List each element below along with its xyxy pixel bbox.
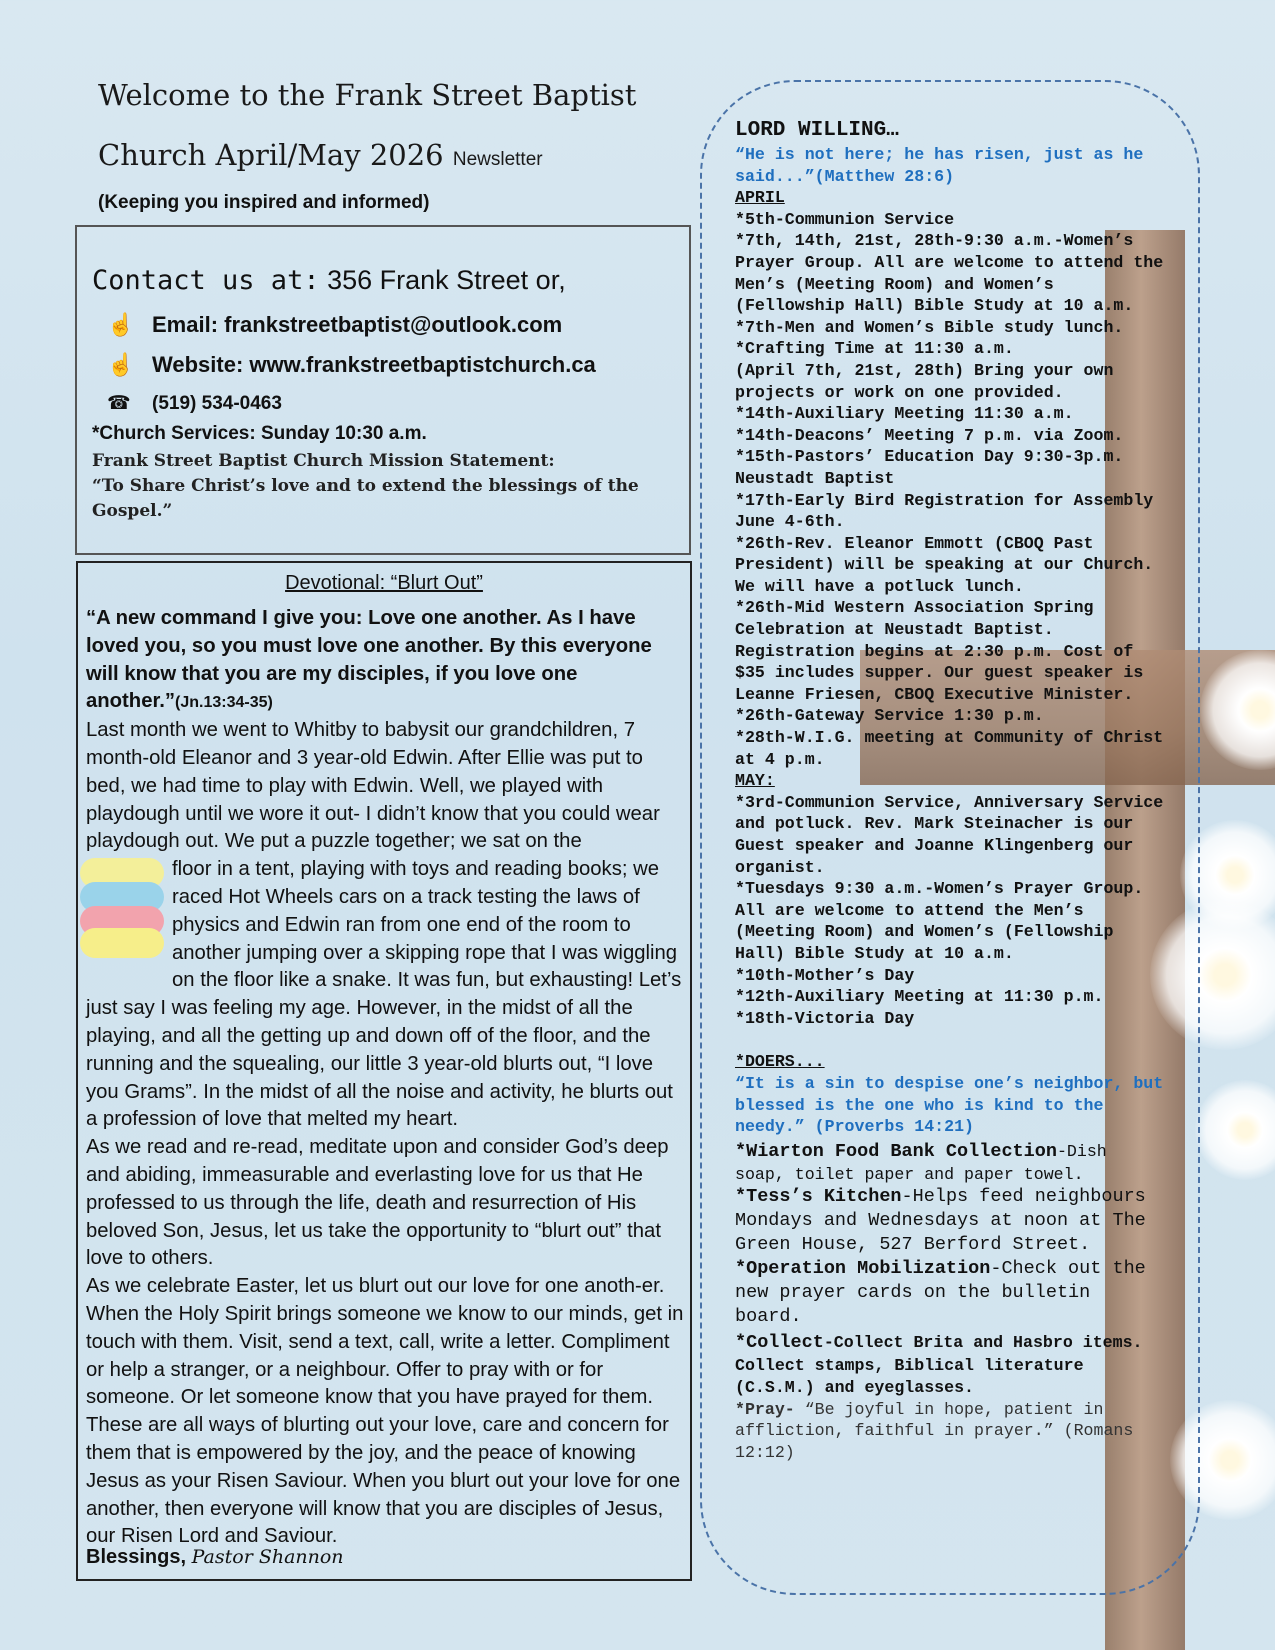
hand-pointer-icon: ☝ (107, 352, 135, 377)
email-link[interactable]: frankstreetbaptist@outlook.com (224, 312, 563, 337)
mission-title: Frank Street Baptist Church Mission Statement: (92, 451, 555, 471)
mission-statement (92, 449, 662, 524)
may-heading: MAY: (735, 771, 775, 791)
events-column (735, 118, 1165, 1463)
april-heading: APRIL (735, 188, 785, 208)
contact-heading (92, 265, 566, 296)
newsletter-title-line1: Welcome to the Frank Street Baptist (98, 78, 637, 112)
pastor-name: Pastor Shannon (191, 1546, 344, 1568)
playdough-image (80, 858, 166, 968)
wiarton-item: *Wiarton Food Bank Collection-Dish soap, toilet paper and paper towel. (735, 1140, 1107, 1184)
telephone-icon: ☎ (107, 393, 131, 414)
blossom-decoration (1195, 1080, 1275, 1180)
collect-item: *Collect-Collect Brita and Hasbro items. Collect stamps, Biblical literature (C.S.M.) and eyeglasses. (735, 1332, 1143, 1397)
april-events: *5th-Communion Service *7th, 14th, 21st, 28th-9:30 a.m.-Women’s Prayer Group. All are welcome to attend the Men’s (Meeting Room) and Women’s (Fellowship Hall) Bible Study at 10 a.m. *7th-Men and Women’s Bible study lunch. *Crafting Time at 11:30 a.m. (April 7th, 21st, 28th) Bring your own projects or work on one provided. *14th-Auxiliary Meeting 11:30 a.m. *14th-Deacons’ Meeting 7 p.m. via Zoom. *15th-Pastors’ Education Day 9:30-3p.m. Neustadt Baptist *17th-Early Bird Registration for Assembly June 4-6th. *26th-Rev. Eleanor Emmott (CBOQ Past President) will be speaking at our Church. We will have a potluck lunch. *26th-Mid Western Association Spring Celebration at Neustadt Baptist. Registration begins at 2:30 p.m. Cost of $35 includes supper. Our guest speaker is Leanne Friesen, CBOQ Executive Minister. *26th-Gateway Service 1:30 p.m. *28th-W.I.G. meeting at Community of Christ at 4 p.m. (735, 209, 1164, 769)
may-events: *3rd-Communion Service, Anniversary Service and potluck. Rev. Mark Steinacher is our Guest speaker and Joanne Klingenberg our organist. *Tuesdays 9:30 a.m.-Women’s Prayer Group. All are welcome to attend the Men’s (Meeting Room) and Women’s (Fellowship Hall) Bible Study at 10 a.m. *10th-Mother’s Day *12th-Auxiliary Meeting at 11:30 p.m. *18th-Victoria Day (735, 792, 1164, 1028)
newsletter-title-line2 (98, 138, 543, 172)
lord-willing-verse: “He is not here; he has risen, just as he said...”(Matthew 28:6) (735, 145, 1144, 186)
doers-heading: *DOERS... (735, 1052, 825, 1072)
doers-verse: “It is a sin to despise one’s neighbor, but blessed is the one who is kind to the needy.” (Proverbs 14:21) (735, 1073, 1164, 1137)
hand-pointer-icon: ☝ (107, 312, 135, 337)
tagline: (Keeping you inspired and informed) (98, 192, 430, 213)
tess-item: *Tess’s Kitchen-Helps feed neighbours Mondays and Wednesdays at noon at The Green House, 527 Berford Street. (735, 1186, 1146, 1256)
title-date: Church April/May 2026 (98, 138, 444, 172)
title-suffix: Newsletter (452, 149, 543, 170)
devotional-quote: “A new command I give you: Love one another. As I have loved you, so you must love one another. By this everyone will know that you are my disciples, if you love one another.”(Jn.13:34-35) (86, 607, 652, 713)
quote-reference: (Jn.13:34-35) (175, 694, 273, 712)
contact-label: Contact us at: (92, 265, 320, 296)
email-row (107, 312, 562, 338)
email-label: Email: (152, 312, 225, 337)
mission-text: “To Share Christ’s love and to extend the blessings of the Gospel.” (92, 476, 639, 521)
phone-row (107, 392, 282, 415)
devotional-box (76, 561, 692, 1581)
devotional-paragraph: floor in a tent, playing with toys and reading books; we raced Hot Wheels cars on a track testing the laws of physics and Edwin ran from one end of the room to another jumping over a skipping rope that I was wiggling on the floor like a snake. It was fun, but exhausting! Let’s just say I was feeling my age. However, in the midst of all the playing, and all the getting up and down off of the floor, and the running and the squealing, our little 3 year-old blurts out, “I love you Grams”. In the midst of all the noise and activity, he blurts out a profession of love that melted my heart. (86, 858, 682, 1131)
devotional-paragraph: Last month we went to Whitby to babysit our grandchildren, 7 month-old Eleanor and 3 year-old Edwin. After Ellie was put to bed, we had time to play with Edwin. Well, we played with playdough until we wore it out- I didn’t know that you could wear playdough out. We put a puzzle together; we sat on the (86, 719, 660, 853)
website-row (107, 352, 596, 378)
pray-item: *Pray- “Be joyful in hope, patient in affliction, faithful in prayer.” (Romans 12:12) (735, 1399, 1134, 1462)
devotional-title: Devotional: “Blurt Out” (285, 572, 483, 594)
devotional-paragraph: As we celebrate Easter, let us blurt out our love for one anoth-er. When the Holy Spirit brings someone we know to our minds, get in touch with them. Visit, send a text, call, write a letter. Compliment or help a stranger, or a neighbour. Offer to pray with or for someone. Or let someone know that you have prayed for them. These are all ways of blurting out your love, care and concern for them that is empowered by the joy, and the peace of knowing Jesus as your Risen Saviour. When you blurt out your love for one another, then everyone will know that you are disciples of Jesus, our Risen Lord and Saviour. (86, 1275, 684, 1548)
devotional-body (86, 605, 684, 1551)
lord-willing-heading: LORD WILLING… (735, 119, 899, 142)
website-link[interactable]: www.frankstreetbaptistchurch.ca (249, 352, 596, 377)
signature: Blessings, Pastor Shannon (86, 1546, 344, 1568)
website-label: Website: (152, 352, 250, 377)
phone-number[interactable]: (519) 534-0463 (152, 393, 282, 414)
contact-address: 356 Frank Street or, (319, 265, 566, 295)
om-item: *Operation Mobilization-Check out the new prayer cards on the bulletin board. (735, 1258, 1146, 1328)
contact-box (75, 225, 691, 555)
church-services: *Church Services: Sunday 10:30 a.m. (92, 423, 427, 444)
devotional-paragraph: As we read and re-read, meditate upon and consider God’s deep and abiding, immeasurable and everlasting love for us that He professed to us through the life, death and resurrection of His beloved Son, Jesus, let us take the opportunity to “blurt out” that love to others. (86, 1136, 669, 1270)
